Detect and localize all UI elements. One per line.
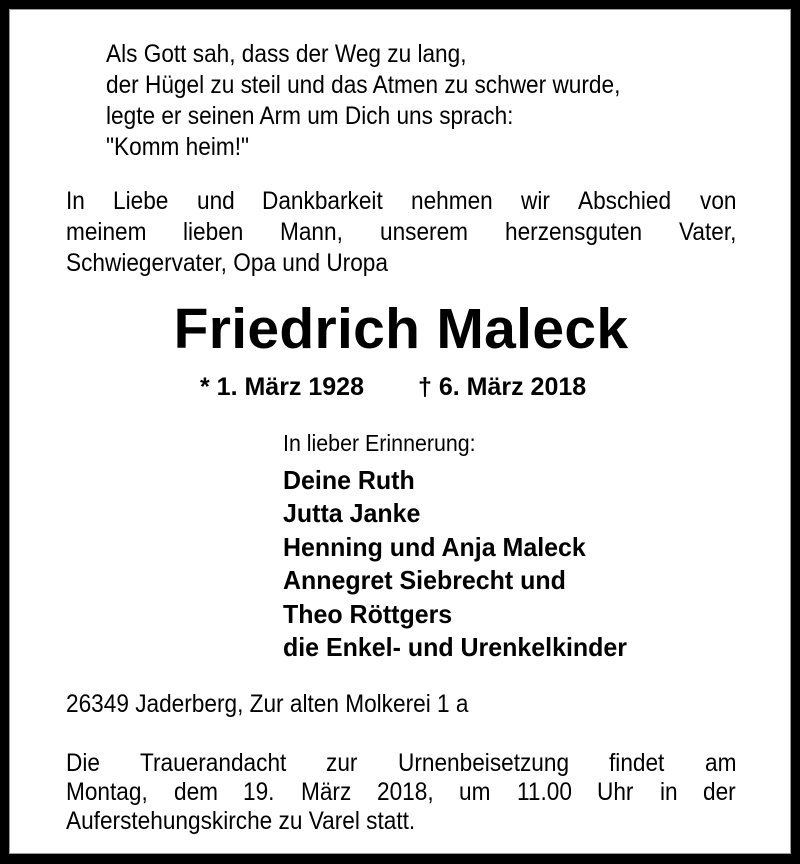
poem bbox=[106, 39, 620, 163]
signatory: Henning und Anja Maleck bbox=[283, 531, 586, 562]
intro-line: meinem lieben Mann, unserem herzensguten Vater, bbox=[66, 218, 736, 246]
signatory: Theo Röttgers bbox=[283, 598, 453, 629]
poem-line: legte er seinen Arm um Dich uns sprach: bbox=[106, 102, 514, 130]
signatory: die Enkel- und Urenkelkinder bbox=[283, 632, 627, 663]
funeral-line: Montag, dem 19. März 2018, um 11.00 Uhr in der bbox=[66, 778, 736, 806]
obituary-notice bbox=[9, 9, 791, 854]
poem-line: Als Gott sah, dass der Weg zu lang, bbox=[106, 40, 467, 68]
family-address: 26349 Jaderberg, Zur alten Molkerei 1 a bbox=[66, 690, 469, 718]
intro-line: In Liebe und Dankbarkeit nehmen wir Abschied von bbox=[66, 187, 737, 215]
intro-line: Schwiegervater, Opa und Uropa bbox=[66, 249, 388, 277]
signatory: Jutta Janke bbox=[283, 498, 421, 529]
funeral-line: Auferstehungskirche zu Varel statt. bbox=[66, 807, 416, 835]
birth-date: * 1. März 1928 bbox=[200, 373, 364, 401]
funeral-line: Die Trauerandacht zur Urnenbeisetzung findet am bbox=[66, 749, 736, 777]
signatories-list bbox=[283, 464, 627, 664]
signatory: Deine Ruth bbox=[283, 465, 415, 495]
remembrance-heading: In lieber Erinnerung: bbox=[283, 430, 476, 456]
signatory: Annegret Siebrecht und bbox=[283, 565, 566, 596]
intro-paragraph bbox=[66, 186, 736, 279]
poem-line: der Hügel zu steil und das Atmen zu schwer wurde, bbox=[106, 71, 621, 99]
death-date: † 6. März 2018 bbox=[418, 373, 587, 401]
deceased-name: Friedrich Maleck bbox=[173, 297, 629, 361]
funeral-notice bbox=[66, 749, 736, 836]
poem-line: "Komm heim!" bbox=[106, 133, 250, 161]
